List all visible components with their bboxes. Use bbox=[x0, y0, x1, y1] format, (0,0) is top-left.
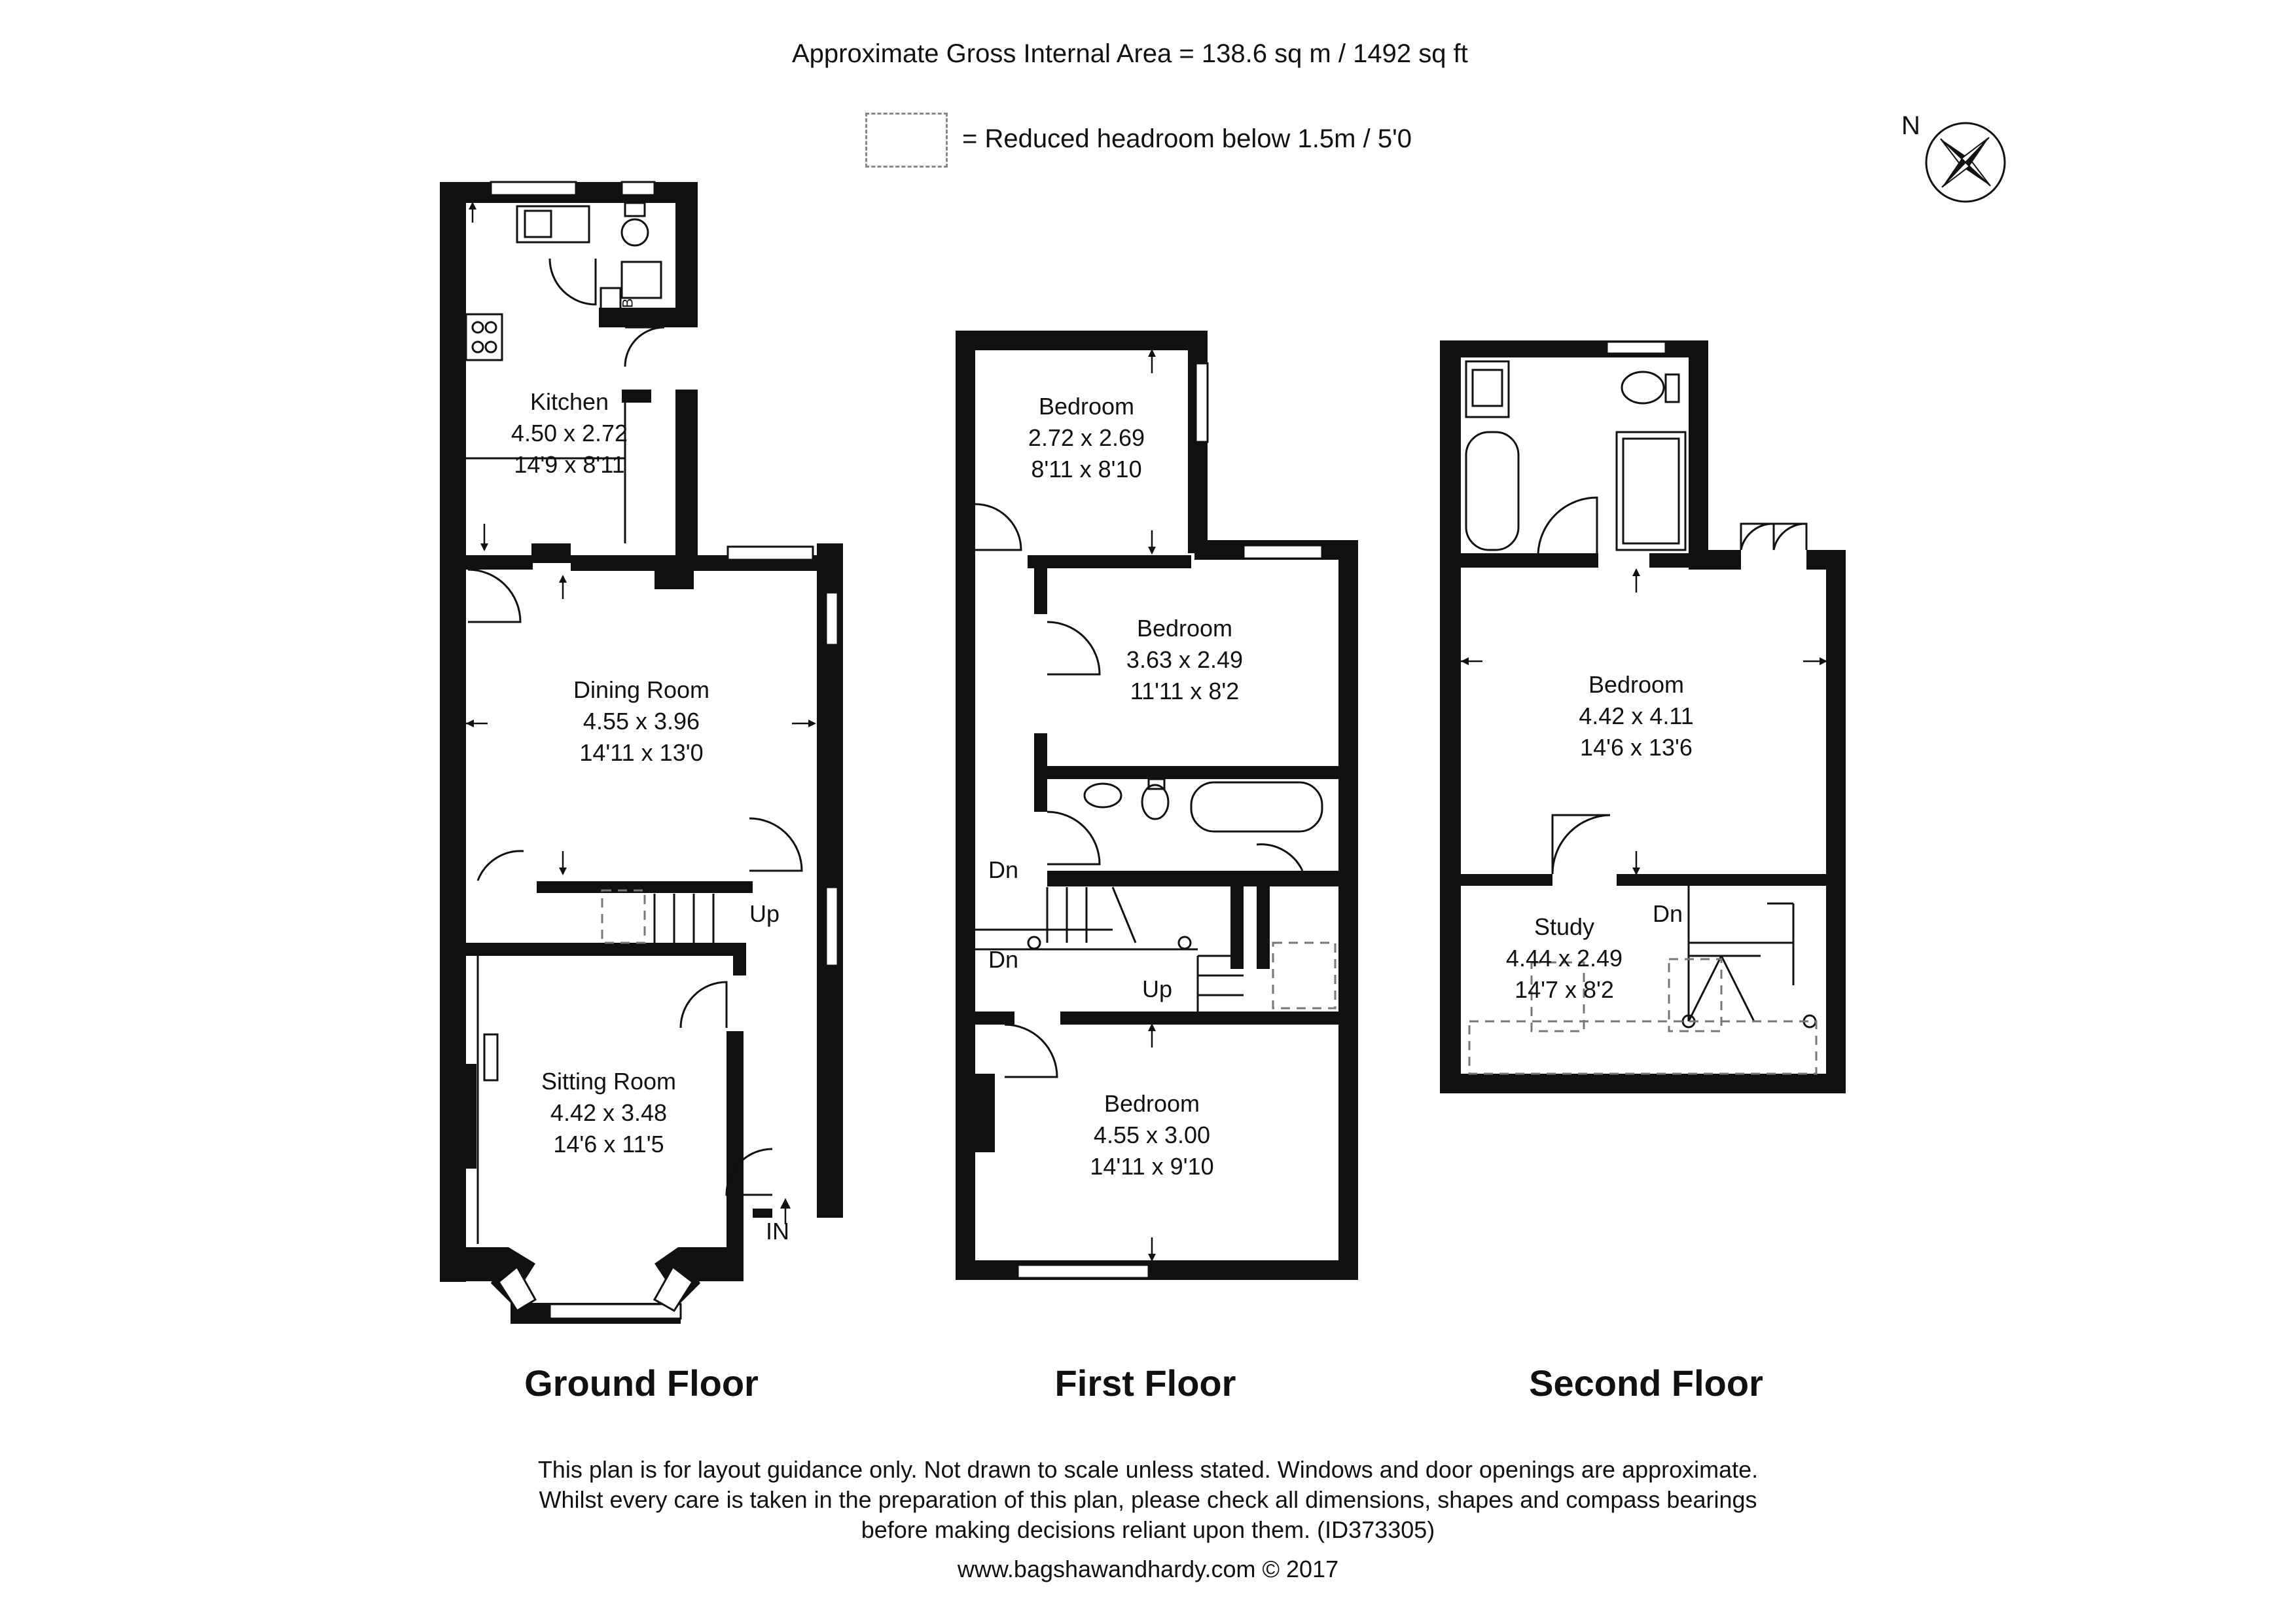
second-bedroom-name: Bedroom bbox=[1588, 671, 1685, 698]
kitchen-metric: 4.50 x 2.72 bbox=[511, 420, 628, 447]
ground-floor-title: Ground Floor bbox=[524, 1362, 759, 1404]
second-floor-title: Second Floor bbox=[1529, 1362, 1763, 1404]
kitchen-label bbox=[484, 386, 655, 481]
sitting-room-name: Sitting Room bbox=[541, 1068, 677, 1095]
first-bedroom-b-label bbox=[1100, 613, 1270, 707]
disclaimer-line-1: This plan is for layout guidance only. Not drawn to scale unless stated. Windows and door openings are approximate. bbox=[537, 1456, 1759, 1483]
dining-room-imperial: 14'11 x 13'0 bbox=[579, 739, 704, 766]
second-floor-windows bbox=[1607, 342, 1666, 354]
gross-area-text: Approximate Gross Internal Area = 138.6 sq m / 1492 sq ft bbox=[792, 39, 1468, 68]
first-bedroom-b-imperial: 11'11 x 8'2 bbox=[1130, 678, 1240, 704]
first-bedroom-a-label bbox=[1008, 391, 1165, 485]
first-stairs-up-label: Up bbox=[1142, 976, 1173, 1002]
disclaimer-line-3: before making decisions reliant upon them. (ID373305) bbox=[861, 1516, 1435, 1543]
study-label bbox=[1486, 911, 1643, 1006]
study-imperial: 14'7 x 8'2 bbox=[1515, 976, 1614, 1003]
sitting-room-label bbox=[511, 1066, 707, 1160]
first-stairs-dn-upper-label: Dn bbox=[988, 856, 1019, 883]
entrance-label: IN bbox=[766, 1218, 789, 1245]
first-bedroom-c-name: Bedroom bbox=[1103, 1090, 1200, 1117]
dining-room-name: Dining Room bbox=[573, 676, 710, 703]
study-name: Study bbox=[1534, 913, 1595, 940]
website-copyright: www.bagshawandhardy.com © 2017 bbox=[957, 1556, 1339, 1582]
boiler-label: B bbox=[619, 298, 636, 308]
first-bedroom-c-imperial: 14'11 x 9'10 bbox=[1090, 1153, 1214, 1180]
second-bedroom-metric: 4.42 x 4.11 bbox=[1579, 702, 1694, 729]
dining-room-metric: 4.55 x 3.96 bbox=[583, 708, 700, 735]
second-stairs-dn-label: Dn bbox=[1653, 900, 1683, 927]
study-metric: 4.44 x 2.49 bbox=[1505, 945, 1623, 972]
reduced-headroom-legend-text: = Reduced headroom below 1.5m / 5'0 bbox=[962, 124, 1412, 153]
ground-stairs-up-label: Up bbox=[749, 900, 780, 927]
first-bedroom-c-label bbox=[1060, 1088, 1244, 1182]
first-bedroom-b-metric: 3.63 x 2.49 bbox=[1126, 646, 1244, 673]
compass-north-label: N bbox=[1901, 111, 1920, 140]
dining-room-label bbox=[537, 674, 746, 769]
kitchen-name: Kitchen bbox=[529, 388, 609, 415]
first-stairs-dn-lower-label: Dn bbox=[988, 946, 1019, 973]
second-bedroom-label bbox=[1551, 669, 1721, 763]
second-bedroom-imperial: 14'6 x 13'6 bbox=[1580, 734, 1693, 761]
sitting-room-imperial: 14'6 x 11'5 bbox=[553, 1131, 664, 1158]
first-bedroom-a-imperial: 8'11 x 8'10 bbox=[1031, 456, 1142, 483]
sitting-room-metric: 4.42 x 3.48 bbox=[550, 1099, 668, 1126]
first-floor-title: First Floor bbox=[1054, 1362, 1236, 1404]
kitchen-imperial: 14'9 x 8'11 bbox=[514, 451, 625, 478]
first-bedroom-c-metric: 4.55 x 3.00 bbox=[1093, 1122, 1211, 1148]
first-bedroom-a-metric: 2.72 x 2.69 bbox=[1028, 424, 1145, 451]
first-bedroom-a-name: Bedroom bbox=[1038, 393, 1135, 420]
first-bedroom-b-name: Bedroom bbox=[1136, 615, 1233, 642]
disclaimer-line-2: Whilst every care is taken in the preparation of this plan, please check all dimensions, shapes and compass bearings bbox=[539, 1486, 1757, 1513]
